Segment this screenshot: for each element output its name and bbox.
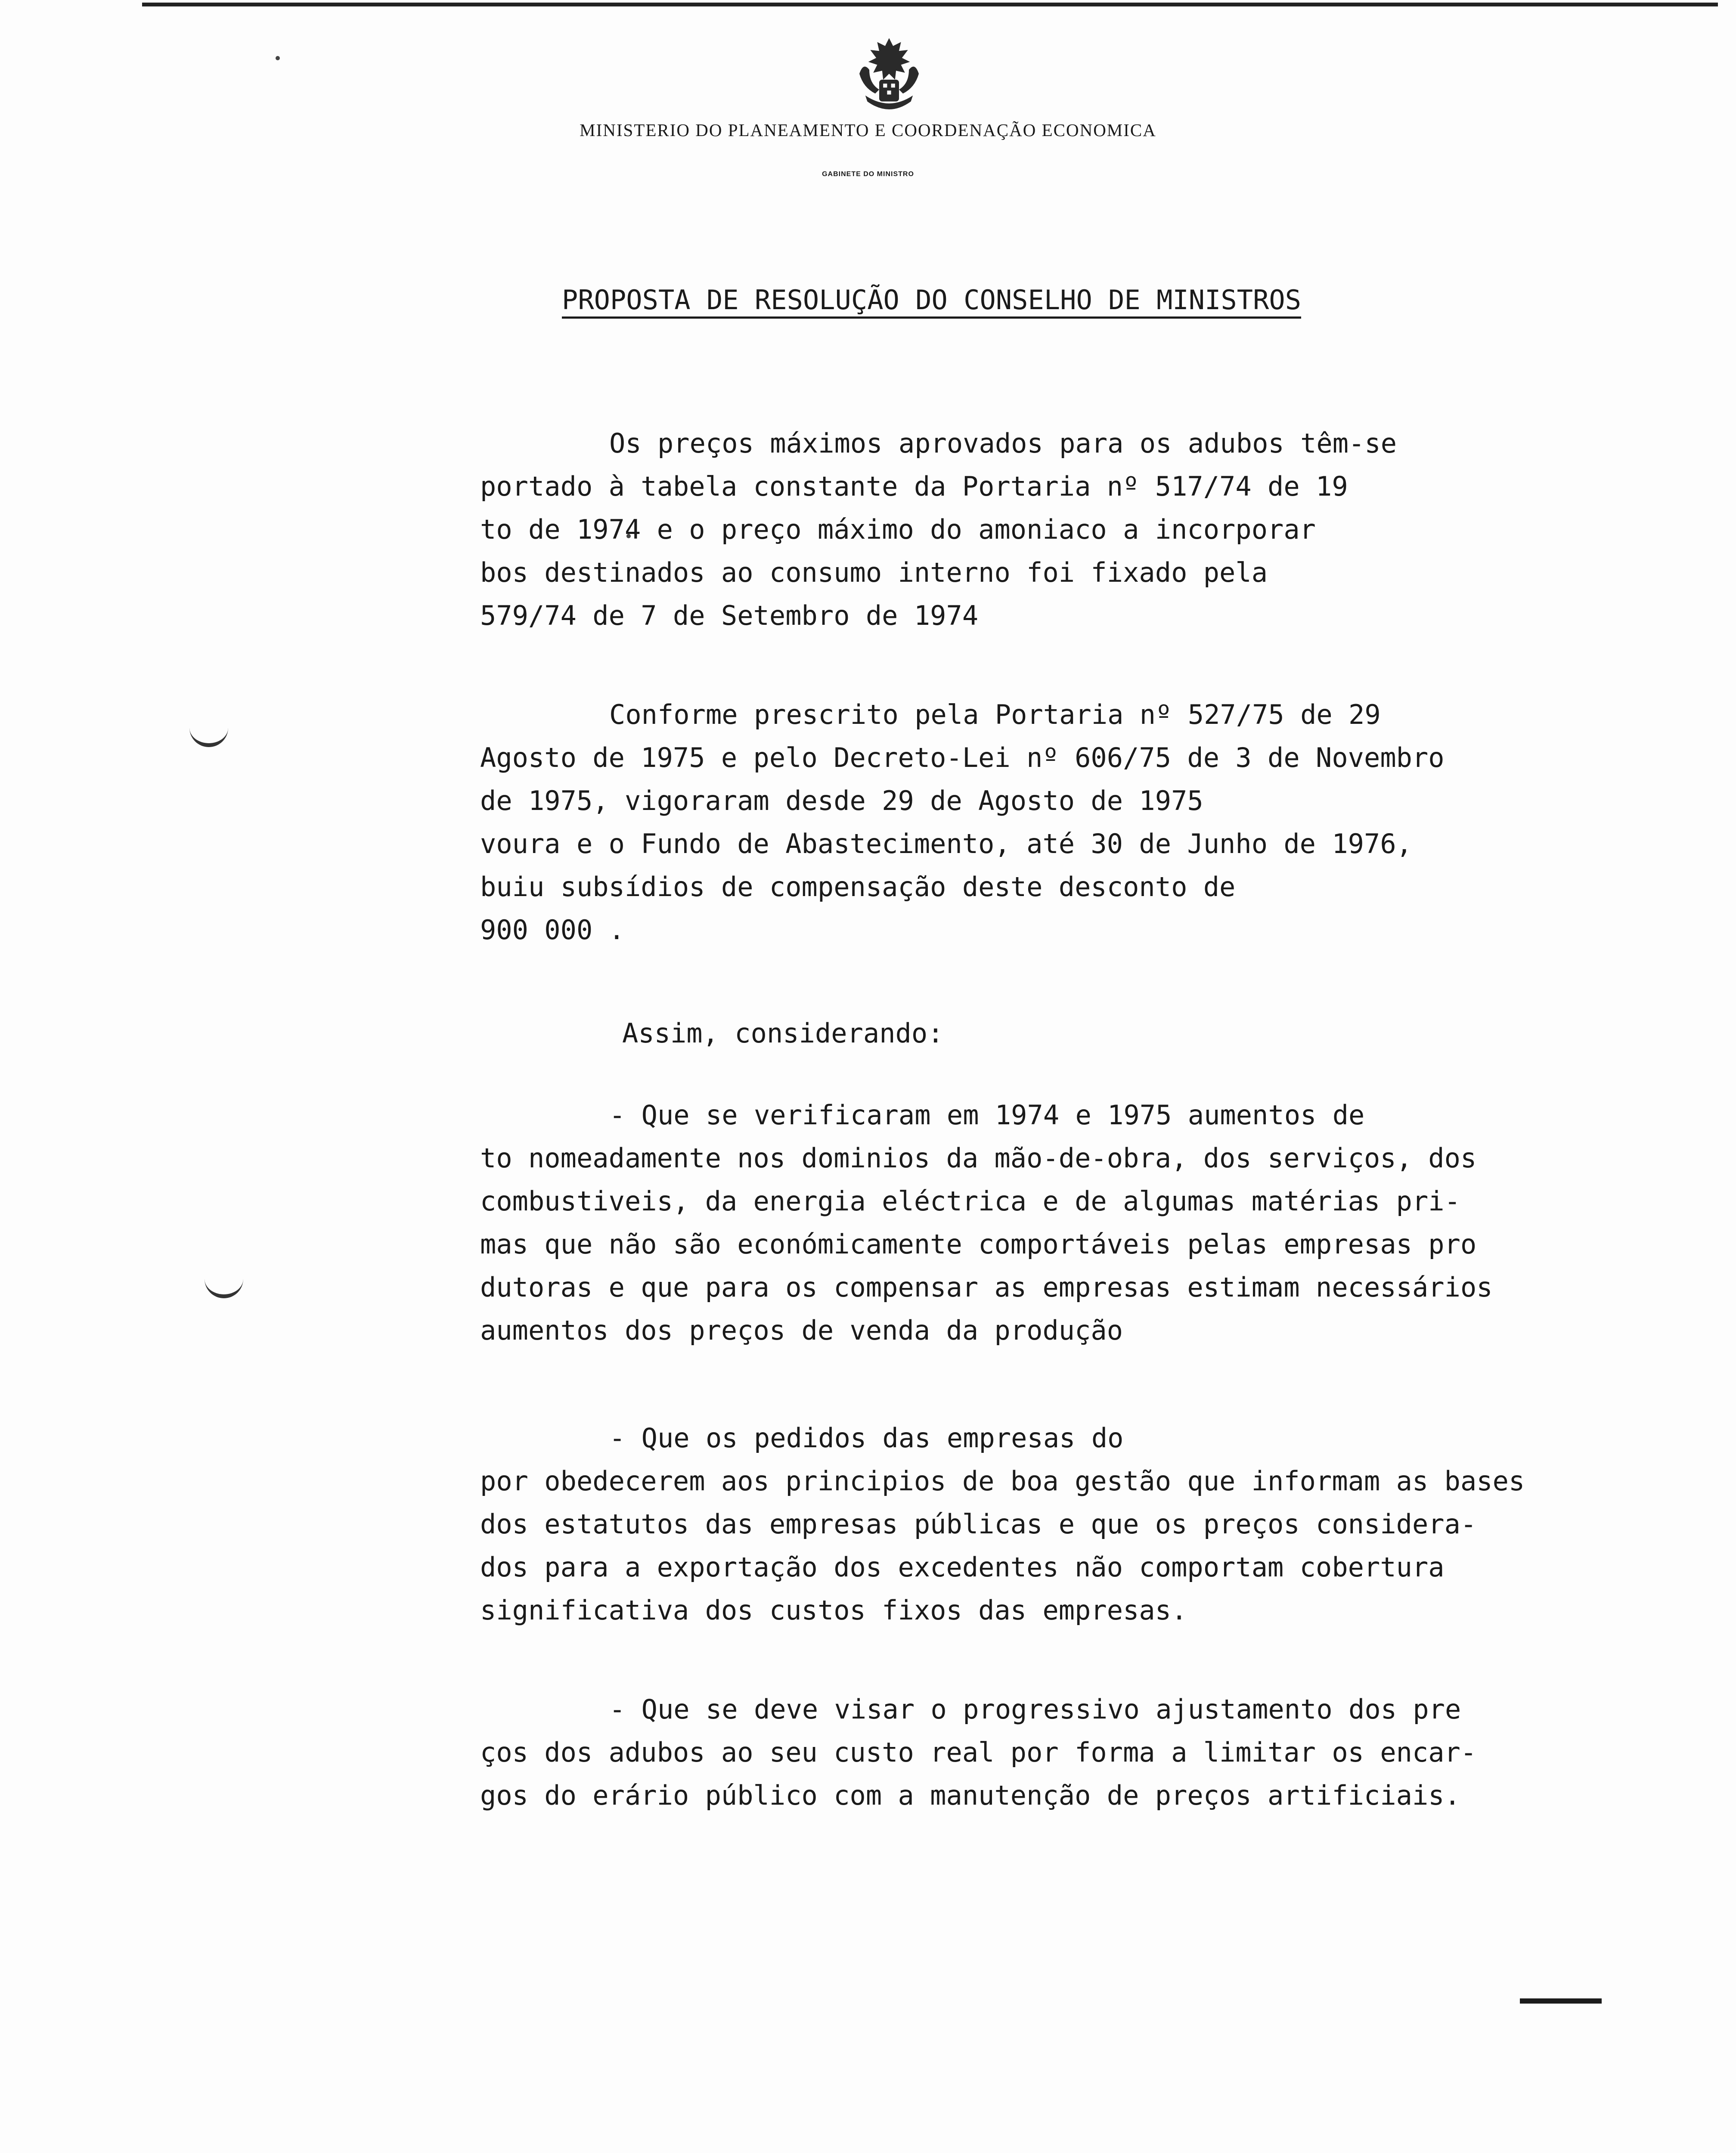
text-line: mas que não são económicamente comportáveis pelas empresas pro: [480, 1229, 1477, 1260]
consideration-item-adjustment: [480, 1688, 1608, 1817]
text-line: dutoras e que para os compensar as empresas estimam necessários: [480, 1272, 1493, 1303]
text-line: bos destinados ao consumo interno foi fixado pela: [480, 557, 1268, 588]
text-line: Assim, considerando:: [622, 1018, 944, 1049]
consideration-item-management: [480, 1417, 1608, 1632]
document-title: PROPOSTA DE RESOLUÇÃO DO CONSELHO DE MINISTROS: [562, 284, 1301, 319]
text-line: voura e o Fundo de Abastecimento, até 30 de Junho de 1976,: [480, 828, 1412, 859]
cabinet-subheading: GABINETE DO MINISTRO: [822, 171, 914, 178]
text-line: aumentos dos preços de venda da produção: [480, 1315, 1123, 1346]
text-line: dos estatutos das empresas públicas e que os preços considera-: [480, 1508, 1477, 1540]
text-line: 579/74 de 7 de Setembro de 1974: [480, 600, 979, 631]
considering-intro: [480, 1012, 1608, 1055]
ministry-heading: MINISTERIO DO PLANEAMENTO E COORDENAÇÃO ECONOMICA: [580, 120, 1156, 140]
text-line: to nomeadamente nos dominios da mão-de-obra, dos serviços, dos: [480, 1142, 1477, 1174]
text-line: portado à tabela constante da Portaria nº 517/74 de 19: [480, 471, 1348, 502]
text-line: - Que se deve visar o progressivo ajustamento dos pre: [609, 1694, 1461, 1725]
text-line: combustiveis, da energia eléctrica e de algumas matérias pri-: [480, 1185, 1460, 1217]
paragraph-portaria-decreto: [480, 693, 1608, 952]
text-line: - Que os pedidos das empresas do: [609, 1422, 1124, 1454]
top-border-rule: [142, 3, 1718, 6]
binding-hole-mark: [189, 728, 228, 747]
text-line: de 1975, vigoraram desde 29 de Agosto de 1975: [480, 785, 1203, 816]
text-line: Conforme prescrito pela Portaria nº 527/75 de 29: [609, 699, 1381, 730]
scan-mark: [276, 56, 280, 60]
binding-hole-mark: [205, 1279, 243, 1298]
text-line: Agosto de 1975 e pelo Decreto-Lei nº 606/75 de 3 de Novembro: [480, 742, 1445, 773]
text-line: buiu subsídios de compensação deste desconto de: [480, 871, 1236, 903]
text-line: Os preços máximos aprovados para os adubos têm-se: [609, 428, 1397, 459]
text-line: 900 000 .: [480, 914, 625, 946]
text-line: por obedecerem aos principios de boa gestão que informam as bases: [480, 1465, 1525, 1497]
consideration-item-costs: [480, 1094, 1608, 1352]
text-line: gos do erário público com a manutenção de preços artificiais.: [480, 1780, 1460, 1811]
text-line: to de 1974 e o preço máximo do amoniaco a incorporar: [480, 514, 1316, 545]
coat-of-arms-emblem: [840, 30, 939, 129]
paragraph-adubos-prices: [480, 422, 1608, 637]
text-line: significativa dos custos fixos das empresas.: [480, 1595, 1187, 1626]
bottom-rule: [1520, 1998, 1602, 2004]
text-line: dos para a exportação dos excedentes não comportam cobertura: [480, 1551, 1445, 1583]
text-line: ços dos adubos ao seu custo real por forma a limitar os encar-: [480, 1737, 1477, 1768]
text-line: - Que se verificaram em 1974 e 1975 aumentos de: [609, 1099, 1365, 1131]
